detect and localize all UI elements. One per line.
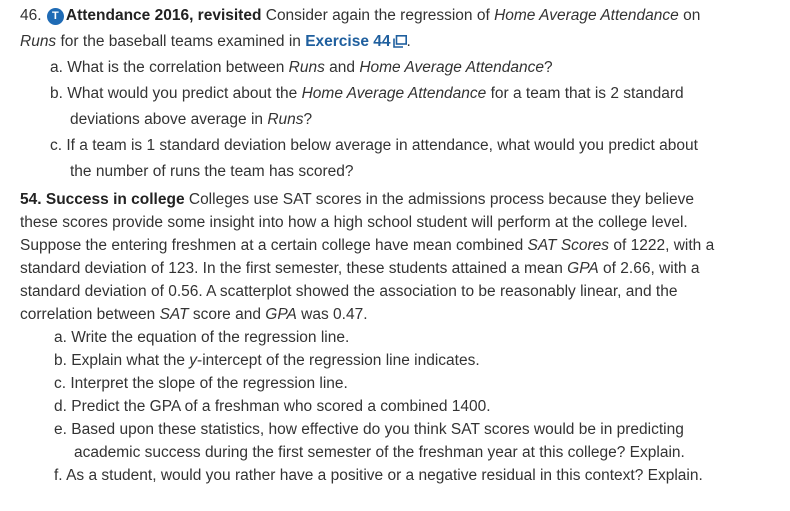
tech-badge-icon: T	[47, 8, 64, 25]
exercise-46-intro-end: .	[406, 33, 411, 50]
exercise-54-text: these scores provide some insight into how a high school student will perform at the college level.	[20, 214, 688, 231]
part-a-text: a. Write the equation of the regression line.	[54, 329, 350, 346]
exercise-54-text: of 2.66, with a	[598, 260, 700, 277]
var-home-average-attendance: Home Average Attendance	[301, 85, 487, 102]
part-c-text: c. Interpret the slope of the regression line.	[54, 375, 348, 392]
var-home-average-attendance: Home Average Attendance	[494, 7, 679, 24]
external-link-icon[interactable]	[393, 35, 407, 48]
exercise-54-title: 54. Success in college	[20, 191, 185, 208]
part-f-text: f. As a student, would you rather have a positive or a negative residual in this context? Explain.	[54, 467, 703, 484]
exercise-54-line-5	[20, 280, 782, 303]
exercise-46-intro-line-1	[20, 3, 782, 29]
exercise-46-part-c	[20, 133, 782, 159]
exercise-54-line-1	[20, 188, 782, 211]
part-b-text-2: -intercept of the regression line indicates.	[197, 352, 480, 369]
exercise-54-part-c	[20, 372, 782, 395]
exercise-54-line-6	[20, 303, 782, 326]
var-sat: SAT	[159, 306, 189, 323]
exercise-46-part-c-cont	[20, 159, 782, 185]
part-b-text: b. What would you predict about the	[50, 85, 302, 102]
exercise-54-line-3	[20, 234, 782, 257]
exercise-54-line-2	[20, 211, 782, 234]
exercise-54-text: Suppose the entering freshmen at a certain college have mean combined	[20, 237, 528, 254]
part-b-text: b. Explain what the	[54, 352, 190, 369]
exercise-54-part-f	[20, 464, 782, 487]
exercise-54-text: standard deviation of 123. In the first semester, these students attained a mean	[20, 260, 568, 277]
exercise-54-text: correlation between	[20, 306, 160, 323]
exercise-54-line-4	[20, 257, 782, 280]
var-gpa: GPA	[265, 306, 297, 323]
part-b-text-4: ?	[303, 111, 313, 128]
exercise-54-text: standard deviation of 0.56. A scatterplot showed the association to be reasonably linear, and the	[20, 283, 678, 300]
exercise-46	[20, 3, 782, 185]
exercise-46-part-a	[20, 55, 782, 81]
part-e-text: e. Based upon these statistics, how effective do you think SAT scores would be in predicting	[54, 421, 684, 438]
var-y: y	[189, 352, 198, 369]
var-sat-scores: SAT Scores	[527, 237, 610, 254]
part-c-text-2: the number of runs the team has scored?	[70, 163, 354, 180]
exercise-46-title: Attendance 2016, revisited	[65, 7, 262, 24]
part-c-text: c. If a team is 1 standard deviation below average in attendance, what would you predict about	[50, 137, 698, 154]
exercise-44-link[interactable]: Exercise 44	[305, 33, 391, 50]
exercise-46-intro-line-2	[20, 29, 782, 55]
var-runs: Runs	[288, 59, 325, 76]
part-a-text-2: and	[324, 59, 360, 76]
var-runs: Runs	[20, 33, 57, 50]
part-b-text-2: for a team that is 2 standard	[486, 85, 684, 102]
exercise-46-intro-text: Consider again the regression of	[261, 7, 495, 24]
exercise-46-intro-text-2: on	[678, 7, 701, 24]
exercise-46-part-b-cont	[20, 107, 782, 133]
exercise-54-part-a	[20, 326, 782, 349]
exercise-54-part-e-cont	[20, 441, 782, 464]
exercise-54	[20, 188, 782, 487]
exercise-46-number: 46.	[20, 7, 42, 24]
exercise-46-intro-text-3: for the baseball teams examined in	[56, 33, 306, 50]
exercise-54-text: was 0.47.	[296, 306, 368, 323]
exercise-46-part-b	[20, 81, 782, 107]
part-a-text: a. What is the correlation between	[50, 59, 289, 76]
exercise-54-text: score and	[188, 306, 266, 323]
part-e-text-2: academic success during the first semester of the freshman year at this college? Explain.	[74, 444, 685, 461]
part-b-text-3: deviations above average in	[70, 111, 268, 128]
exercise-54-part-b	[20, 349, 782, 372]
part-a-text-3: ?	[544, 59, 553, 76]
exercise-54-part-e	[20, 418, 782, 441]
var-home-average-attendance: Home Average Attendance	[359, 59, 545, 76]
exercise-54-part-d	[20, 395, 782, 418]
var-gpa: GPA	[567, 260, 599, 277]
exercise-54-text: Colleges use SAT scores in the admissions process because they believe	[184, 191, 695, 208]
exercise-54-text: of 1222, with a	[609, 237, 715, 254]
part-d-text: d. Predict the GPA of a freshman who scored a combined 1400.	[54, 398, 491, 415]
var-runs: Runs	[267, 111, 304, 128]
